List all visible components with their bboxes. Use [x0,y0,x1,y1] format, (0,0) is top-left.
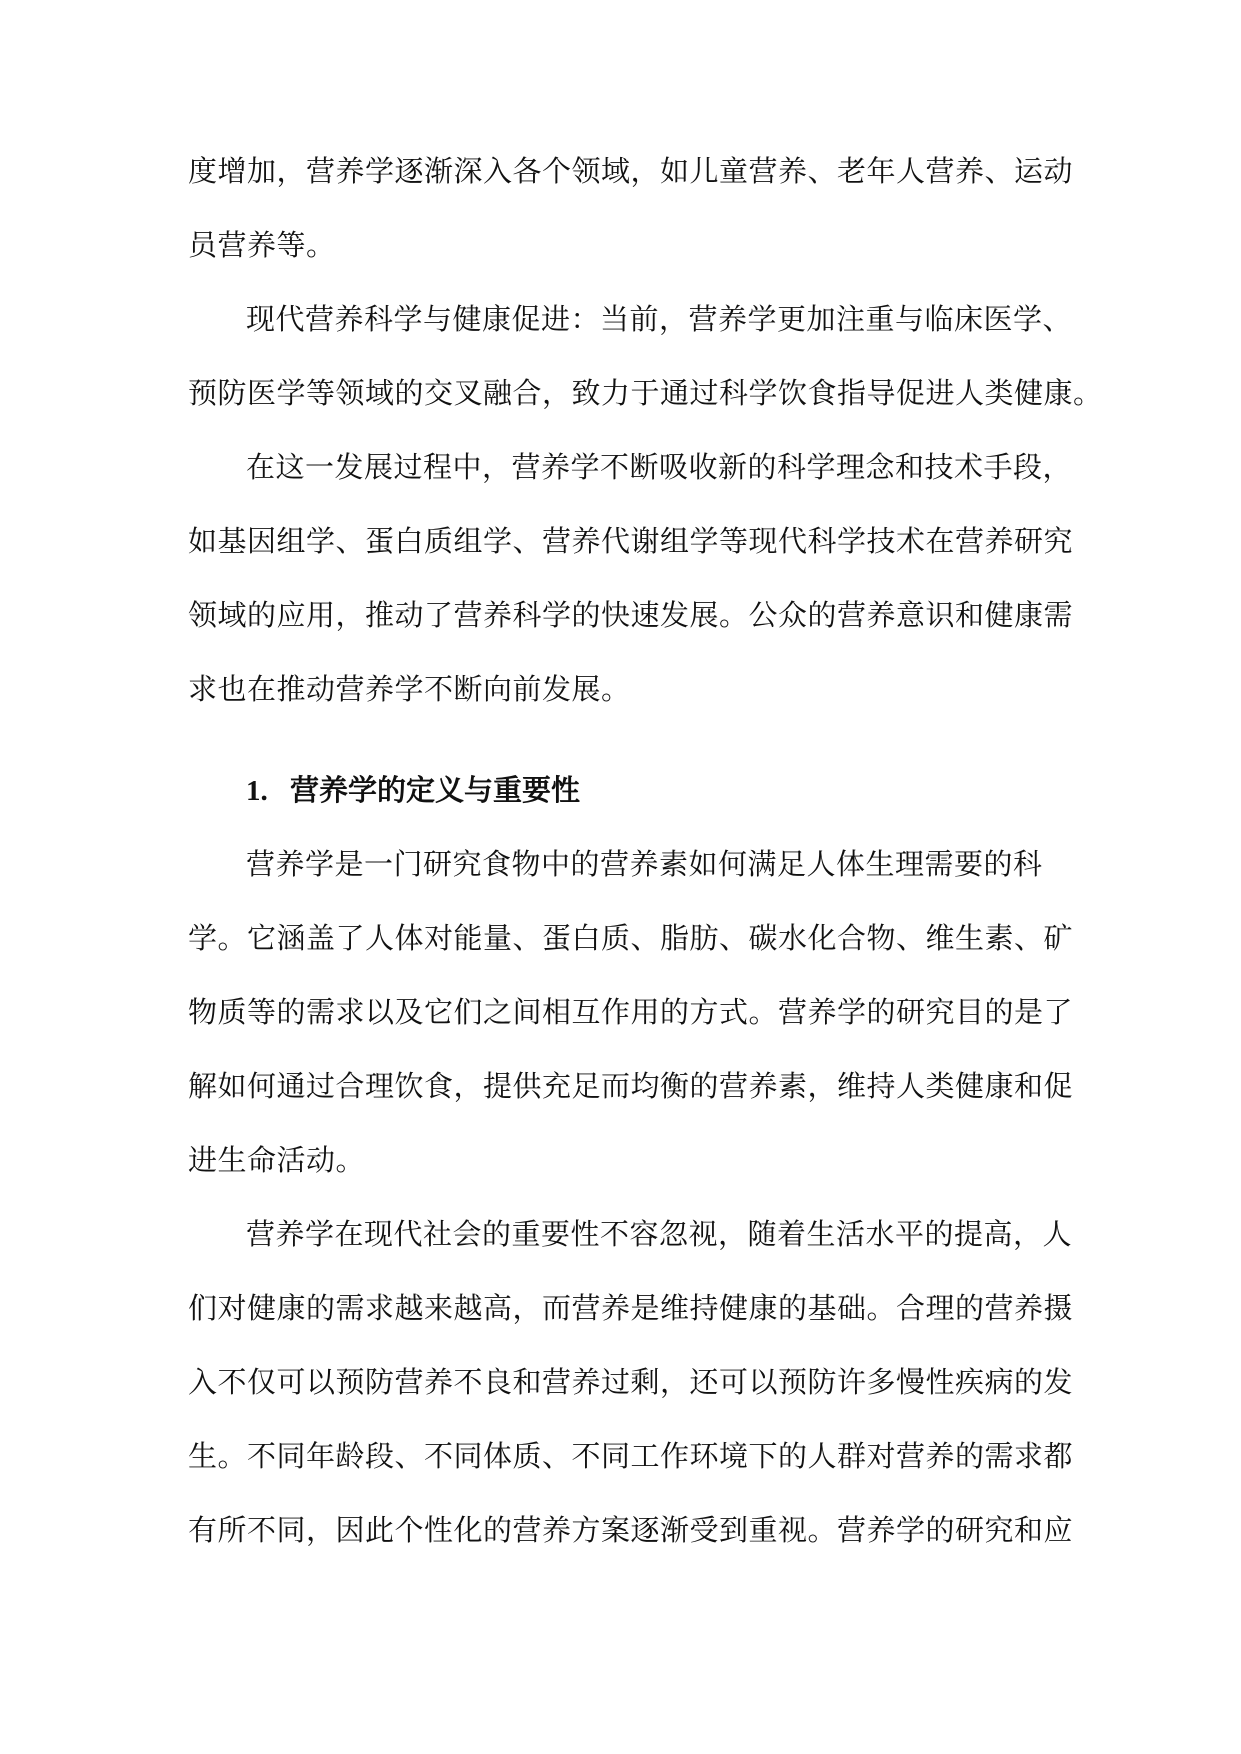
text-line: 员营养等。 [188,228,336,262]
text-line: 物质等的需求以及它们之间相互作用的方式。营养学的研究目的是了 [188,995,1074,1029]
text-line: 在这一发展过程中，营养学不断吸收新的科学理念和技术手段， [246,450,1073,484]
text-line: 领域的应用，推动了营养科学的快速发展。公众的营养意识和健康需 [188,598,1074,632]
text-line: 营养学在现代社会的重要性不容忽视，随着生活水平的提高，人 [246,1217,1073,1251]
text-line: 们对健康的需求越来越高，而营养是维持健康的基础。合理的营养摄 [188,1291,1074,1325]
text-line: 有所不同，因此个性化的营养方案逐渐受到重视。营养学的研究和应 [188,1513,1074,1547]
text-line: 学。它涵盖了人体对能量、蛋白质、脂肪、碳水化合物、维生素、矿 [188,921,1074,955]
text-line: 预防医学等领域的交叉融合，致力于通过科学饮食指导促进人类健康。 [188,376,1103,410]
section-heading [188,765,1068,839]
text-line: 现代营养科学与健康促进：当前，营养学更加注重与临床医学、 [246,302,1073,336]
text-line: 进生命活动。 [188,1143,366,1177]
section-number: 1. [246,775,268,807]
paragraph-development-process [188,442,1074,738]
section-title: 营养学的定义与重要性 [290,773,581,807]
text-line: 如基因组学、蛋白质组学、营养代谢组学等现代科学技术在营养研究 [188,524,1074,558]
paragraph-modern-nutrition [188,294,1103,442]
text-line: 解如何通过合理饮食，提供充足而均衡的营养素，维持人类健康和促 [188,1069,1074,1103]
text-line: 度增加，营养学逐渐深入各个领域，如儿童营养、老年人营养、运动 [188,154,1074,188]
text-line: 入不仅可以预防营养不良和营养过剩，还可以预防许多慢性疾病的发 [188,1365,1074,1399]
page-content [188,146,1103,1579]
paragraph-definition [188,839,1074,1209]
paragraph-importance [188,1209,1074,1579]
text-line: 生。不同年龄段、不同体质、不同工作环境下的人群对营养的需求都 [188,1439,1074,1473]
text-line: 营养学是一门研究食物中的营养素如何满足人体生理需要的科 [246,847,1043,881]
section-spacer [188,738,1068,765]
paragraph-field-expansion [188,146,1074,294]
text-line: 求也在推动营养学不断向前发展。 [188,672,631,706]
